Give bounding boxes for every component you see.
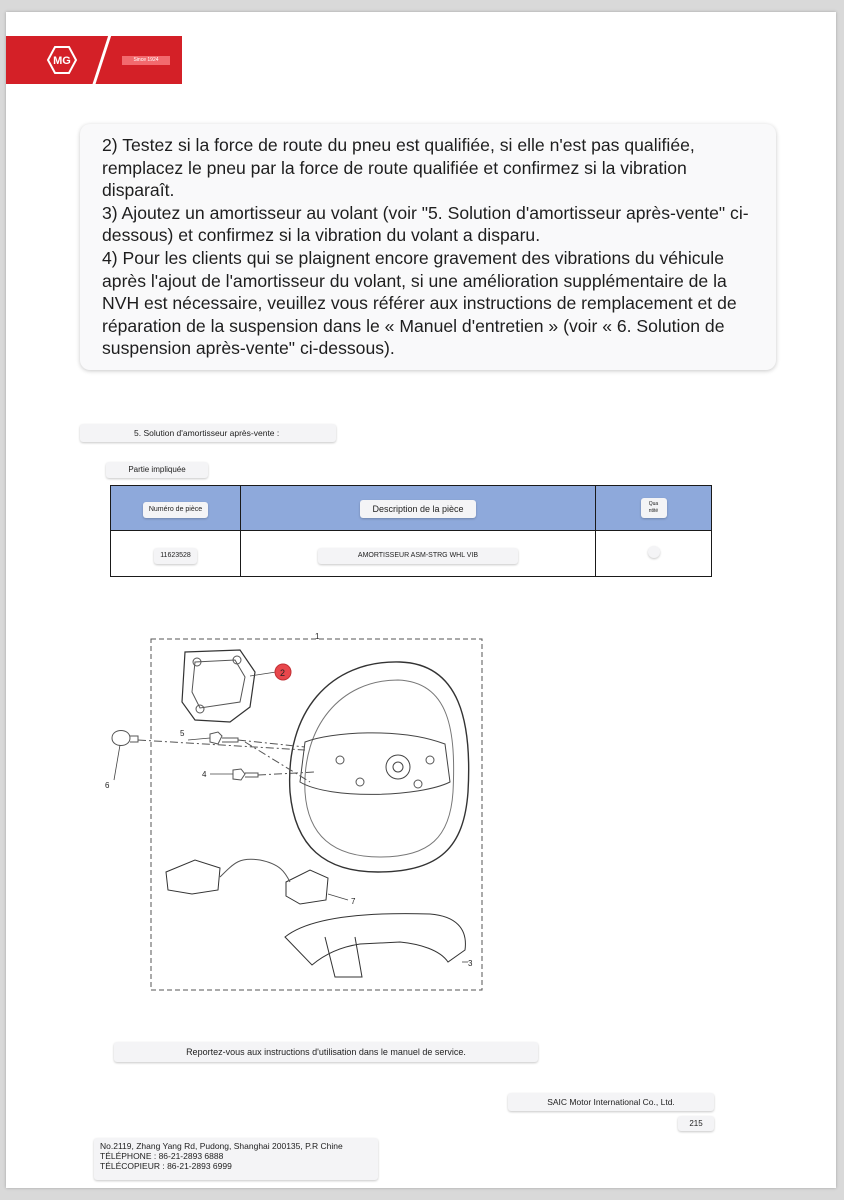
cell-part-number: 11623528	[154, 548, 197, 564]
section-title: 5. Solution d'amortisseur après-vente :	[80, 424, 336, 442]
trim-cover	[285, 914, 465, 977]
fax-line: TÉLÉCOPIEUR : 86-21-2893 6999	[100, 1161, 232, 1171]
callout-2: 2	[280, 668, 286, 678]
address-line: No.2119, Zhang Yang Rd, Pudong, Shanghai 200135, P.R Chine	[100, 1141, 343, 1151]
phone-line: TÉLÉPHONE : 86-21-2893 6888	[100, 1151, 224, 1161]
instruction-paragraph-4: 4) Pour les clients qui se plaignent encore gravement des vibrations du véhicule après l'ajout de l'amortisseur du volant, si une amélioration supplémentaire de la NVH est nécessaire, veuillez vous référer aux instructions de remplacement et de réparation de la suspension dans le « Manuel d'entretien » (voir « 6. Solution de suspension après-vente" ci-dessous).	[102, 247, 737, 359]
banner-divider	[90, 36, 113, 84]
instruction-paragraph-2: 2) Testez si la force de route du pneu est qualifiée, si elle n'est pas qualifiée, remplacez le pneu par la force de route qualifiée et confirmez si la vibration disparaît.	[102, 135, 695, 201]
table-header-row	[111, 486, 712, 531]
cell-description: AMORTISSEUR ASM-STRG WHL VIB	[318, 548, 518, 564]
page-number: 215	[678, 1116, 714, 1131]
cell-quantity	[648, 546, 660, 558]
screw-4	[233, 769, 258, 780]
callout-7: 7	[351, 897, 356, 906]
instructions-textbox	[80, 124, 776, 370]
header-part-number: Numéro de pièce	[143, 502, 208, 518]
switch-harness	[166, 860, 328, 904]
callout-5: 5	[180, 729, 185, 738]
callout-1: 1	[315, 632, 320, 641]
header-quantity: Qua ntité	[641, 498, 667, 518]
callout-4: 4	[202, 770, 207, 779]
header-description: Description de la pièce	[360, 500, 475, 518]
banner-tag: Since 1924	[122, 56, 170, 65]
diagram-frame	[151, 639, 482, 990]
parts-table	[110, 485, 712, 577]
steering-wheel-rim	[290, 662, 469, 872]
company-name: SAIC Motor International Co., Ltd.	[508, 1093, 714, 1111]
callout-3: 3	[468, 959, 473, 968]
address-block	[94, 1138, 378, 1180]
steering-wheel-diagram	[100, 632, 490, 994]
part-6	[112, 731, 138, 746]
mg-logo-icon	[46, 44, 78, 76]
instruction-paragraph-3: 3) Ajoutez un amortisseur au volant (voir "5. Solution d'amortisseur après-vente" ci-dessous) et confirmez si la vibration du volant a disparu.	[102, 202, 749, 246]
table-row	[111, 531, 712, 577]
section-sub-label: Partie impliquée	[106, 462, 208, 478]
screw-5	[210, 732, 238, 744]
logo-text: MG	[53, 55, 71, 67]
callout-6: 6	[105, 781, 110, 790]
brand-banner	[6, 36, 182, 84]
service-manual-note: Reportez-vous aux instructions d'utilisation dans le manuel de service.	[114, 1042, 538, 1062]
